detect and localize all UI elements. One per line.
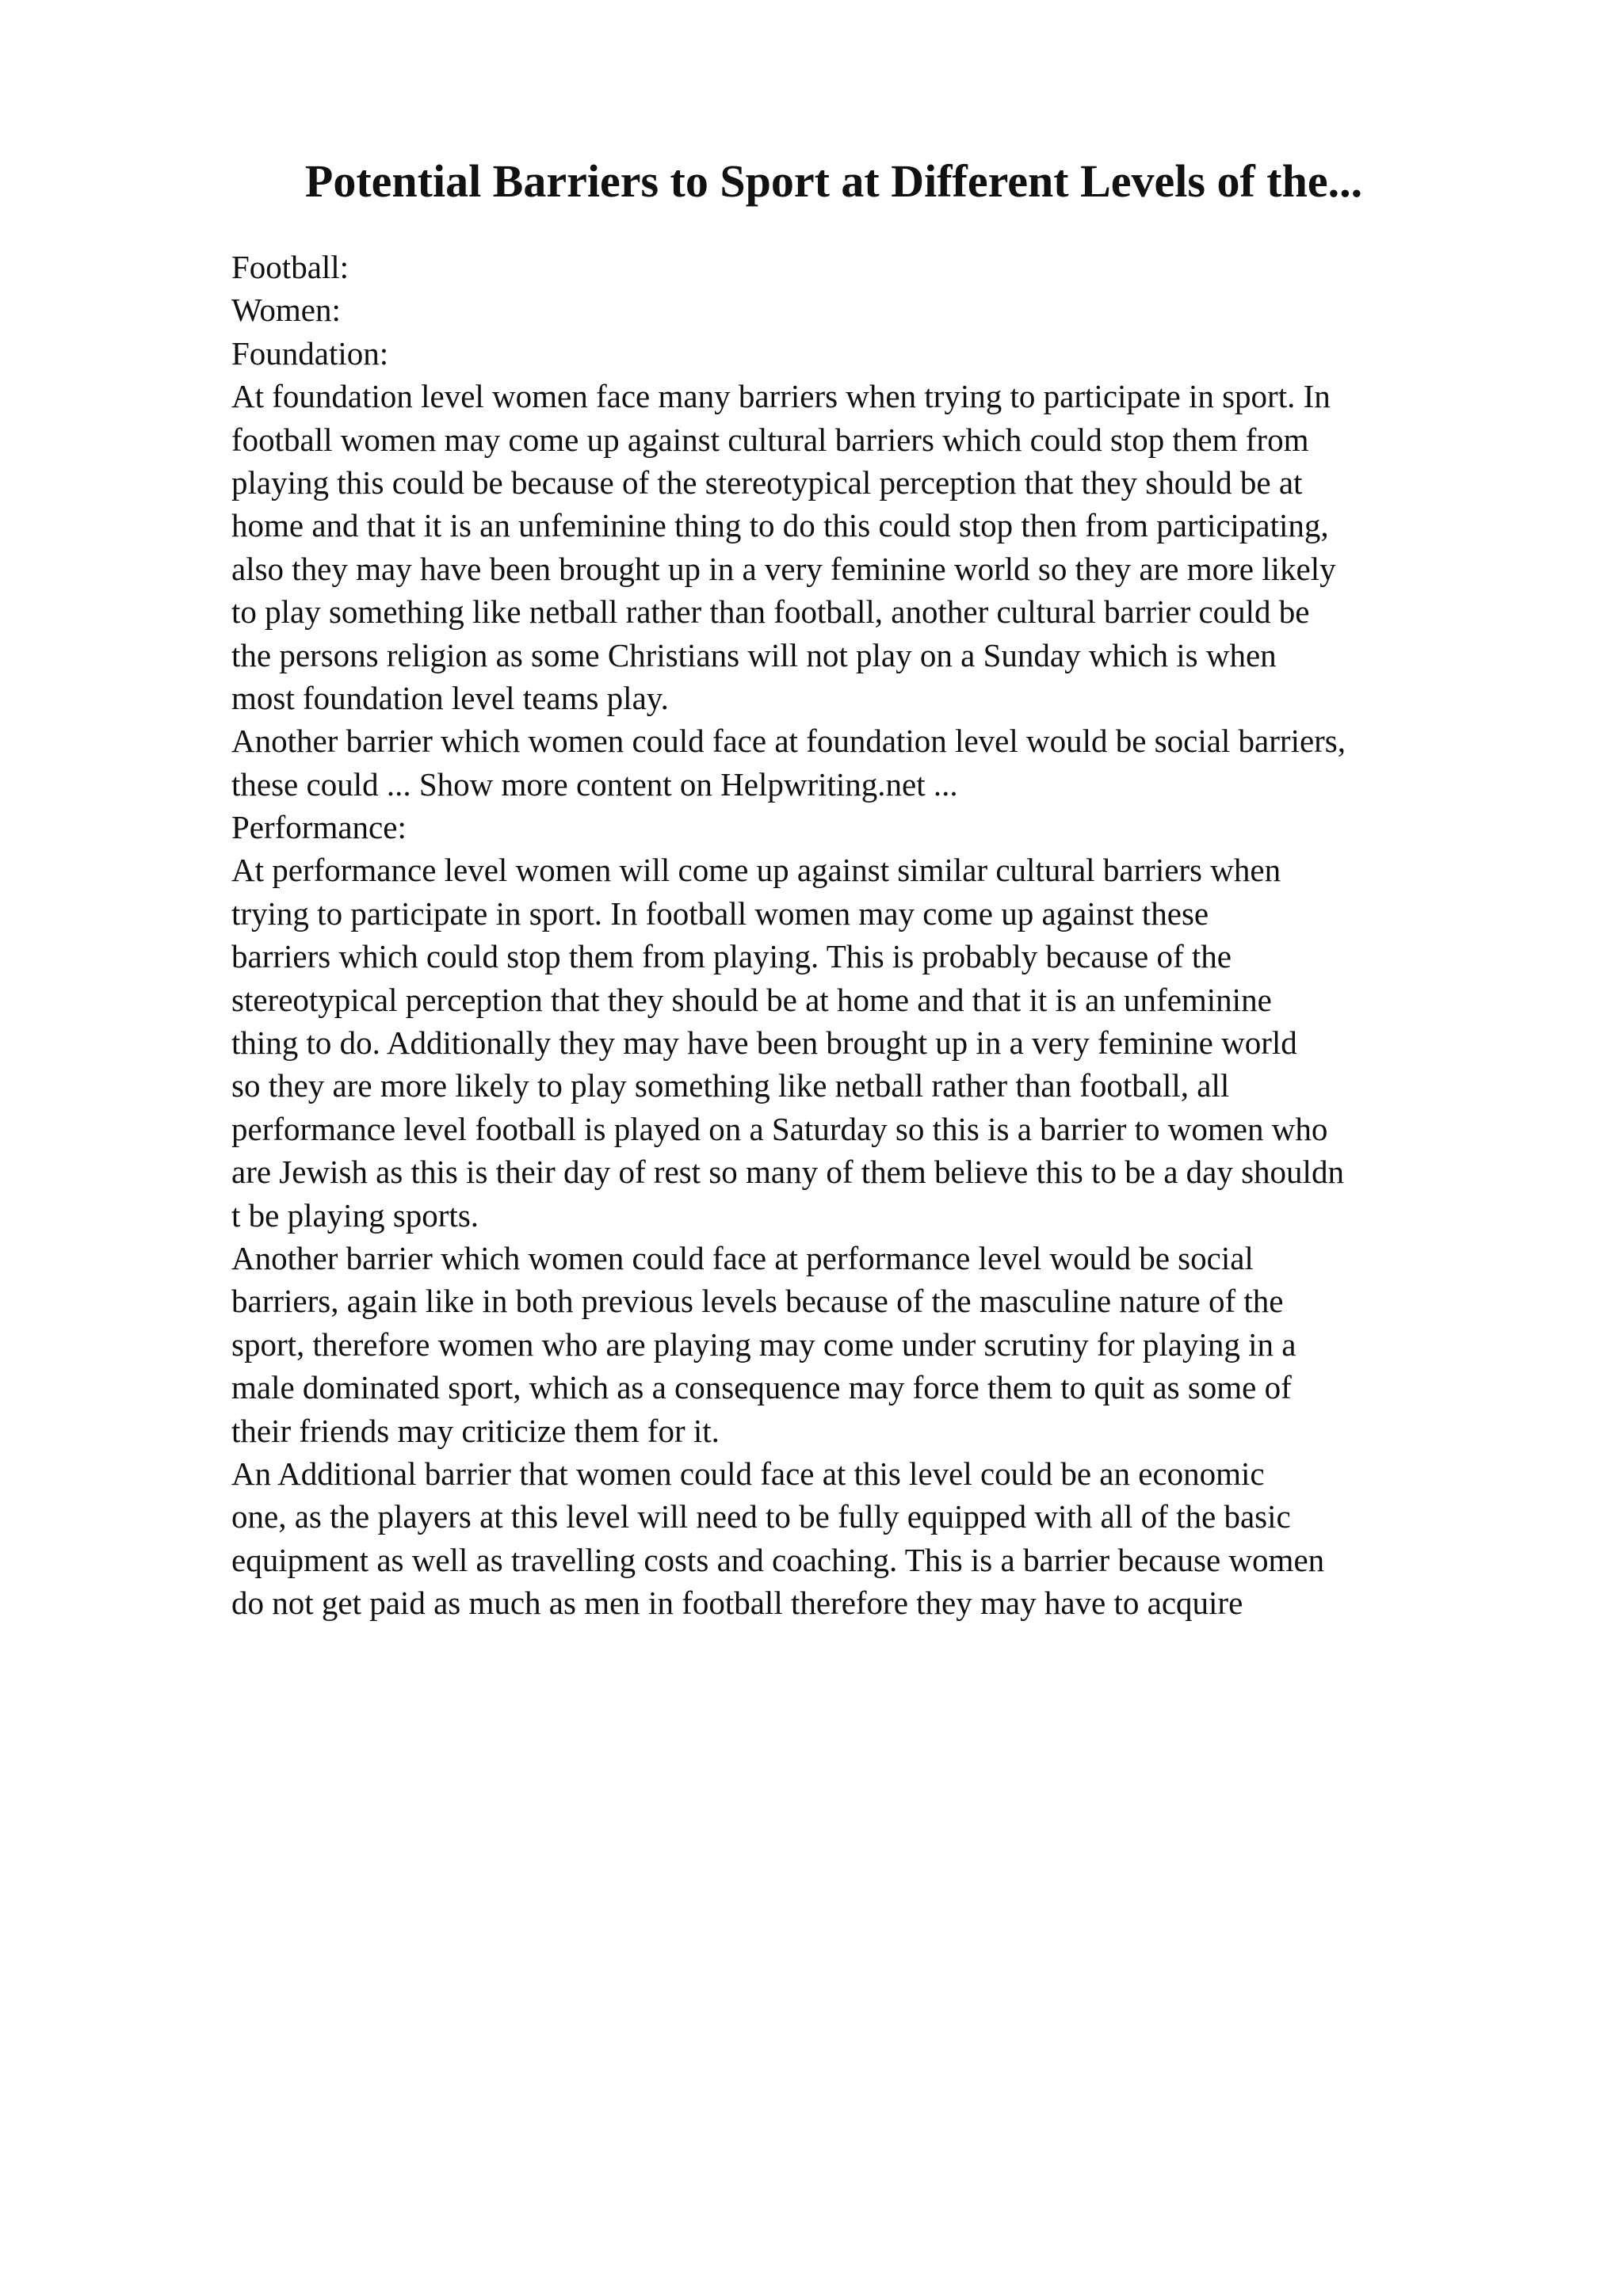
text-line: playing this could be because of the stereotypical perception that they should be at bbox=[231, 463, 1303, 501]
text-line: do not get paid as much as men in football therefore they may have to acquire bbox=[231, 1585, 1243, 1622]
text-line: most foundation level teams play. bbox=[231, 679, 669, 716]
text-line: performance level football is played on a Saturday so this is a barrier to women who bbox=[231, 1110, 1328, 1147]
text-line: Another barrier which women could face at foundation level would be social barriers, bbox=[231, 723, 1346, 760]
text-line: sport, therefore women who are playing may come under scrutiny for playing in a bbox=[231, 1325, 1296, 1363]
text-line: Performance: bbox=[231, 809, 407, 846]
text-line: Another barrier which women could face at performance level would be social bbox=[231, 1239, 1254, 1276]
text-line: their friends may criticize them for it. bbox=[231, 1412, 720, 1449]
text-line: Football: bbox=[231, 249, 349, 285]
text-line: stereotypical perception that they should be at home and that it is an unfeminine bbox=[231, 981, 1272, 1018]
text-line: equipment as well as travelling costs and coaching. This is a barrier because women bbox=[231, 1541, 1325, 1578]
document-title: Potential Barriers to Sport at Different Levels of the... bbox=[304, 155, 1363, 207]
text-line: home and that it is an unfeminine thing to do this could stop then from participating, bbox=[231, 507, 1329, 544]
text-line: barriers, again like in both previous levels because of the masculine nature of the bbox=[231, 1283, 1284, 1320]
text-line: At foundation level women face many barriers when trying to participate in sport. In bbox=[231, 378, 1331, 415]
text-line: so they are more likely to play something like netball rather than football, all bbox=[231, 1067, 1230, 1104]
document-body bbox=[231, 246, 1515, 1625]
text-line: male dominated sport, which as a consequence may force them to quit as some of bbox=[231, 1369, 1292, 1406]
text-line: thing to do. Additionally they may have been brought up in a very feminine world bbox=[231, 1024, 1297, 1062]
text-line: are Jewish as this is their day of rest so many of them believe this to be a day shouldn bbox=[231, 1154, 1344, 1191]
text-line: An Additional barrier that women could face at this level could be an economic bbox=[231, 1455, 1265, 1492]
text-line: the persons religion as some Christians will not play on a Sunday which is when bbox=[231, 636, 1277, 673]
text-line: these could ... Show more content on Helpwriting.net ... bbox=[231, 765, 958, 803]
text-line: Women: bbox=[231, 292, 341, 329]
text-line: trying to participate in sport. In football women may come up against these bbox=[231, 894, 1209, 932]
text-line: football women may come up against cultural barriers which could stop them from bbox=[231, 421, 1309, 458]
text-line: At performance level women will come up against similar cultural barriers when bbox=[231, 852, 1281, 889]
text-line: also they may have been brought up in a very feminine world so they are more likely bbox=[231, 550, 1336, 587]
text-line: t be playing sports. bbox=[231, 1196, 479, 1234]
text-line: one, as the players at this level will need to be fully equipped with all of the basic bbox=[231, 1498, 1291, 1535]
text-line: to play something like netball rather than football, another cultural barrier could be bbox=[231, 593, 1310, 631]
text-line: Foundation: bbox=[231, 334, 389, 372]
text-line: barriers which could stop them from playing. This is probably because of the bbox=[231, 938, 1232, 975]
